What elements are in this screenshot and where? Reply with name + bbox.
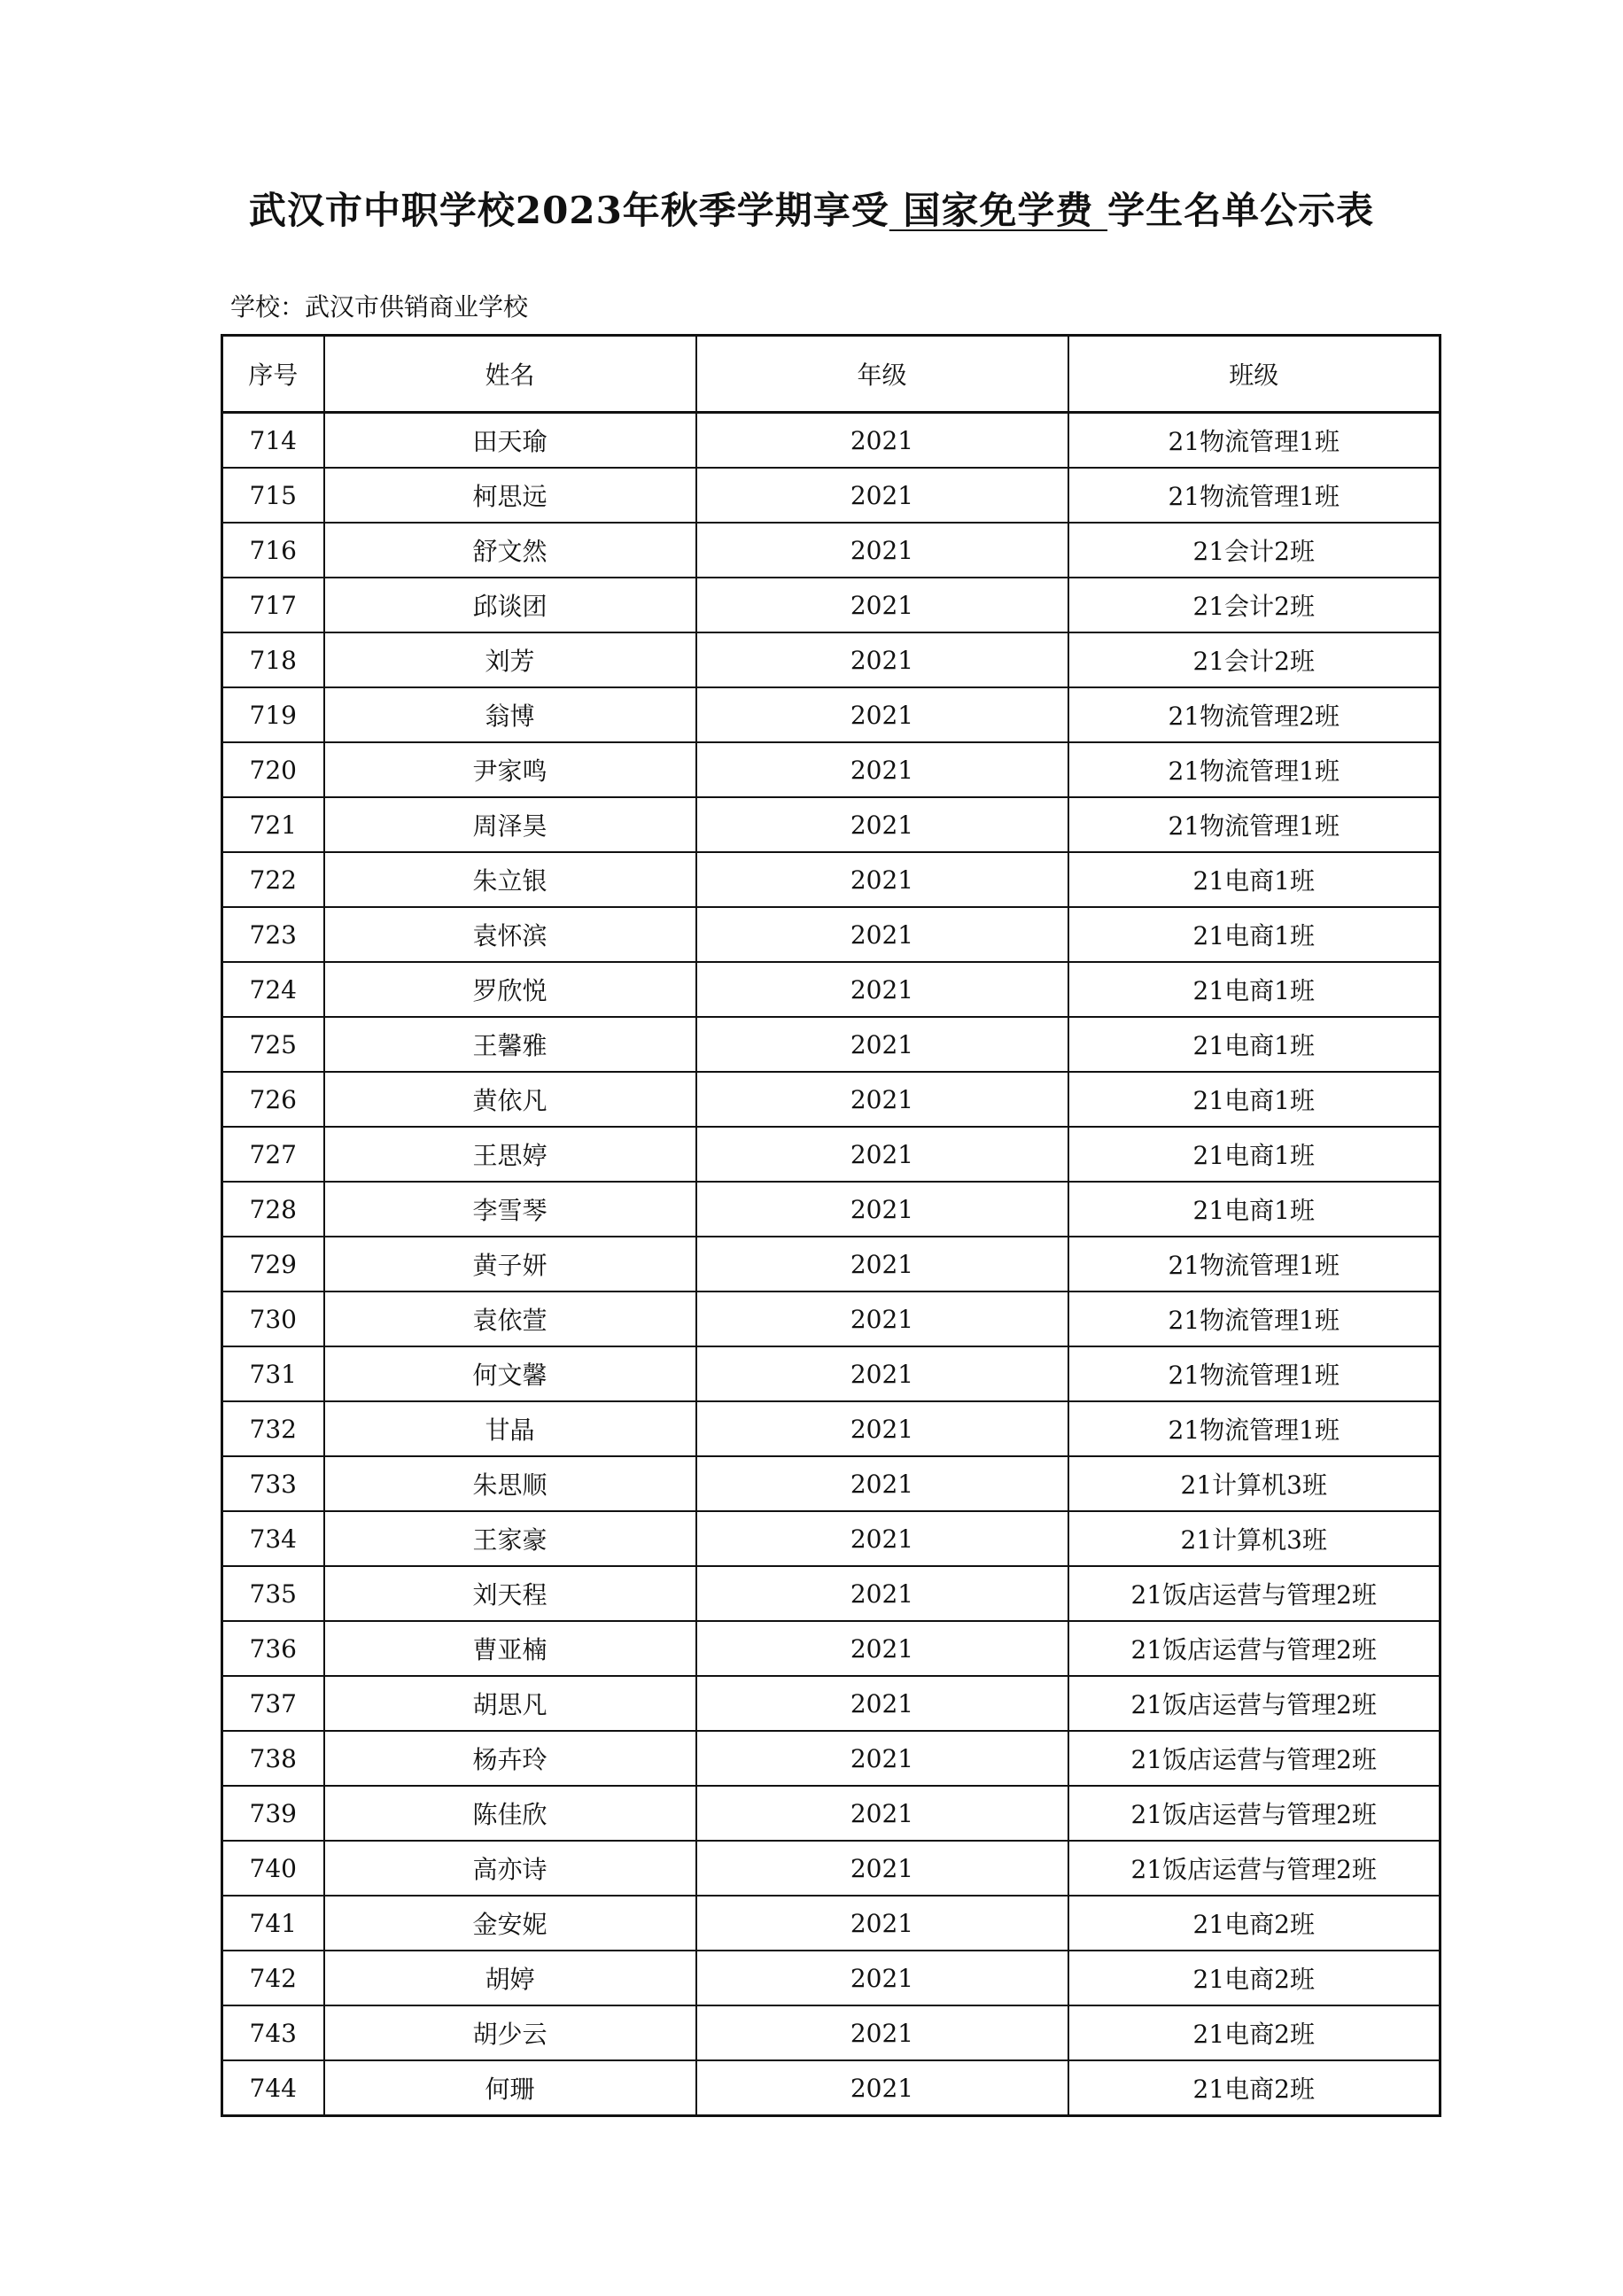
- cell-grade: 2021: [696, 1456, 1068, 1511]
- cell-grade: 2021: [696, 1731, 1068, 1786]
- table-row: [222, 2060, 1441, 2116]
- cell-name: 王家豪: [324, 1511, 696, 1566]
- table-row: [222, 1237, 1441, 1292]
- cell-class: 21会计2班: [1068, 578, 1441, 632]
- table-row: [222, 907, 1441, 962]
- table-row: [222, 1621, 1441, 1676]
- cell-seq: 722: [222, 852, 324, 907]
- table-row: [222, 1292, 1441, 1346]
- cell-class: 21会计2班: [1068, 632, 1441, 687]
- cell-name: 胡思凡: [324, 1676, 696, 1731]
- page-title: [0, 182, 1623, 235]
- cell-seq: 714: [222, 413, 324, 469]
- cell-name: 罗欣悦: [324, 962, 696, 1017]
- table-row: [222, 632, 1441, 687]
- cell-grade: 2021: [696, 1511, 1068, 1566]
- cell-seq: 736: [222, 1621, 324, 1676]
- cell-name: 高亦诗: [324, 1841, 696, 1896]
- cell-class: 21电商1班: [1068, 907, 1441, 962]
- cell-seq: 726: [222, 1072, 324, 1127]
- cell-grade: 2021: [696, 1237, 1068, 1292]
- cell-grade: 2021: [696, 578, 1068, 632]
- cell-seq: 734: [222, 1511, 324, 1566]
- cell-class: 21计算机3班: [1068, 1511, 1441, 1566]
- cell-class: 21计算机3班: [1068, 1456, 1441, 1511]
- cell-class: 21电商1班: [1068, 1017, 1441, 1072]
- cell-name: 袁怀滨: [324, 907, 696, 962]
- cell-name: 陈佳欣: [324, 1786, 696, 1841]
- table-row: [222, 523, 1441, 578]
- table-row: [222, 1731, 1441, 1786]
- cell-grade: 2021: [696, 2005, 1068, 2060]
- cell-seq: 733: [222, 1456, 324, 1511]
- table-row: [222, 468, 1441, 523]
- cell-class: 21物流管理1班: [1068, 742, 1441, 797]
- cell-class: 21物流管理1班: [1068, 1292, 1441, 1346]
- cell-grade: 2021: [696, 1072, 1068, 1127]
- cell-class: 21物流管理1班: [1068, 1237, 1441, 1292]
- header-grade: 年级: [696, 336, 1068, 413]
- cell-class: 21电商2班: [1068, 2060, 1441, 2116]
- cell-seq: 742: [222, 1951, 324, 2005]
- cell-seq: 738: [222, 1731, 324, 1786]
- cell-seq: 727: [222, 1127, 324, 1182]
- cell-grade: 2021: [696, 1566, 1068, 1621]
- cell-class: 21饭店运营与管理2班: [1068, 1786, 1441, 1841]
- table-row: [222, 1127, 1441, 1182]
- school-line: [230, 288, 528, 323]
- cell-grade: 2021: [696, 632, 1068, 687]
- cell-class: 21饭店运营与管理2班: [1068, 1621, 1441, 1676]
- cell-class: 21电商1班: [1068, 1072, 1441, 1127]
- cell-name: 柯思远: [324, 468, 696, 523]
- cell-seq: 715: [222, 468, 324, 523]
- cell-seq: 718: [222, 632, 324, 687]
- cell-seq: 730: [222, 1292, 324, 1346]
- cell-class: 21电商1班: [1068, 962, 1441, 1017]
- cell-seq: 720: [222, 742, 324, 797]
- table-row: [222, 1017, 1441, 1072]
- cell-grade: 2021: [696, 523, 1068, 578]
- cell-name: 朱立银: [324, 852, 696, 907]
- cell-name: 翁博: [324, 687, 696, 742]
- table-row: [222, 687, 1441, 742]
- table-row: [222, 852, 1441, 907]
- cell-grade: 2021: [696, 1786, 1068, 1841]
- cell-name: 尹家鸣: [324, 742, 696, 797]
- cell-grade: 2021: [696, 1017, 1068, 1072]
- cell-class: 21饭店运营与管理2班: [1068, 1566, 1441, 1621]
- table-row: [222, 2005, 1441, 2060]
- cell-grade: 2021: [696, 2060, 1068, 2116]
- cell-seq: 729: [222, 1237, 324, 1292]
- school-label: 学校：: [230, 292, 306, 322]
- cell-seq: 719: [222, 687, 324, 742]
- cell-grade: 2021: [696, 1182, 1068, 1237]
- table-row: [222, 1566, 1441, 1621]
- cell-seq: 744: [222, 2060, 324, 2116]
- cell-grade: 2021: [696, 1621, 1068, 1676]
- cell-name: 何文馨: [324, 1346, 696, 1401]
- cell-grade: 2021: [696, 1127, 1068, 1182]
- cell-seq: 723: [222, 907, 324, 962]
- header-name: 姓名: [324, 336, 696, 413]
- table-row: [222, 1896, 1441, 1951]
- cell-name: 曹亚楠: [324, 1621, 696, 1676]
- cell-grade: 2021: [696, 1951, 1068, 2005]
- table-body: [222, 413, 1441, 2116]
- cell-name: 田天瑜: [324, 413, 696, 469]
- cell-seq: 721: [222, 797, 324, 852]
- cell-class: 21物流管理1班: [1068, 797, 1441, 852]
- cell-class: 21饭店运营与管理2班: [1068, 1731, 1441, 1786]
- table-header-row: [222, 336, 1441, 413]
- cell-seq: 717: [222, 578, 324, 632]
- cell-name: 黄依凡: [324, 1072, 696, 1127]
- table-row: [222, 1511, 1441, 1566]
- cell-class: 21电商2班: [1068, 1896, 1441, 1951]
- cell-seq: 739: [222, 1786, 324, 1841]
- cell-seq: 724: [222, 962, 324, 1017]
- cell-class: 21电商1班: [1068, 1182, 1441, 1237]
- title-suffix: 学生名单公示表: [1107, 189, 1375, 232]
- cell-name: 甘晶: [324, 1401, 696, 1456]
- cell-class: 21物流管理2班: [1068, 687, 1441, 742]
- cell-grade: 2021: [696, 1676, 1068, 1731]
- table-row: [222, 797, 1441, 852]
- cell-name: 刘天程: [324, 1566, 696, 1621]
- cell-name: 李雪琴: [324, 1182, 696, 1237]
- student-list-table: [221, 334, 1441, 2117]
- cell-seq: 732: [222, 1401, 324, 1456]
- cell-class: 21电商2班: [1068, 2005, 1441, 2060]
- table-row: [222, 1951, 1441, 2005]
- cell-grade: 2021: [696, 797, 1068, 852]
- cell-name: 胡婷: [324, 1951, 696, 2005]
- cell-grade: 2021: [696, 962, 1068, 1017]
- cell-name: 王思婷: [324, 1127, 696, 1182]
- table-row: [222, 742, 1441, 797]
- cell-grade: 2021: [696, 1292, 1068, 1346]
- cell-seq: 741: [222, 1896, 324, 1951]
- cell-class: 21会计2班: [1068, 523, 1441, 578]
- cell-name: 朱思顺: [324, 1456, 696, 1511]
- table-row: [222, 1841, 1441, 1896]
- table-row: [222, 1072, 1441, 1127]
- cell-name: 周泽昊: [324, 797, 696, 852]
- cell-name: 杨卉玲: [324, 1731, 696, 1786]
- cell-seq: 743: [222, 2005, 324, 2060]
- cell-grade: 2021: [696, 468, 1068, 523]
- cell-name: 袁依萱: [324, 1292, 696, 1346]
- cell-class: 21电商1班: [1068, 1127, 1441, 1182]
- cell-grade: 2021: [696, 907, 1068, 962]
- cell-class: 21物流管理1班: [1068, 468, 1441, 523]
- table-row: [222, 1401, 1441, 1456]
- cell-name: 邱谈团: [324, 578, 696, 632]
- title-prefix: 武汉市中职学校2023年秋季学期享受: [248, 189, 889, 232]
- cell-class: 21饭店运营与管理2班: [1068, 1676, 1441, 1731]
- header-class: 班级: [1068, 336, 1441, 413]
- cell-grade: 2021: [696, 687, 1068, 742]
- cell-seq: 735: [222, 1566, 324, 1621]
- table-row: [222, 578, 1441, 632]
- cell-class: 21饭店运营与管理2班: [1068, 1841, 1441, 1896]
- cell-grade: 2021: [696, 742, 1068, 797]
- cell-grade: 2021: [696, 1896, 1068, 1951]
- cell-seq: 737: [222, 1676, 324, 1731]
- cell-seq: 728: [222, 1182, 324, 1237]
- table-row: [222, 413, 1441, 469]
- table-row: [222, 962, 1441, 1017]
- cell-grade: 2021: [696, 1401, 1068, 1456]
- cell-grade: 2021: [696, 1346, 1068, 1401]
- table-row: [222, 1676, 1441, 1731]
- school-name: 武汉市供销商业学校: [305, 292, 529, 322]
- cell-class: 21物流管理1班: [1068, 1346, 1441, 1401]
- table-row: [222, 1786, 1441, 1841]
- cell-class: 21电商2班: [1068, 1951, 1441, 2005]
- cell-class: 21电商1班: [1068, 852, 1441, 907]
- cell-name: 舒文然: [324, 523, 696, 578]
- table-row: [222, 1182, 1441, 1237]
- cell-class: 21物流管理1班: [1068, 413, 1441, 469]
- cell-seq: 731: [222, 1346, 324, 1401]
- cell-seq: 725: [222, 1017, 324, 1072]
- header-seq: 序号: [222, 336, 324, 413]
- cell-name: 何珊: [324, 2060, 696, 2116]
- cell-grade: 2021: [696, 852, 1068, 907]
- cell-grade: 2021: [696, 1841, 1068, 1896]
- cell-seq: 740: [222, 1841, 324, 1896]
- cell-name: 金安妮: [324, 1896, 696, 1951]
- table-row: [222, 1456, 1441, 1511]
- cell-name: 刘芳: [324, 632, 696, 687]
- cell-name: 黄子妍: [324, 1237, 696, 1292]
- cell-seq: 716: [222, 523, 324, 578]
- cell-name: 胡少云: [324, 2005, 696, 2060]
- cell-name: 王馨雅: [324, 1017, 696, 1072]
- title-underlined-category: 国家免学费: [889, 189, 1108, 232]
- table-row: [222, 1346, 1441, 1401]
- cell-class: 21物流管理1班: [1068, 1401, 1441, 1456]
- cell-grade: 2021: [696, 413, 1068, 469]
